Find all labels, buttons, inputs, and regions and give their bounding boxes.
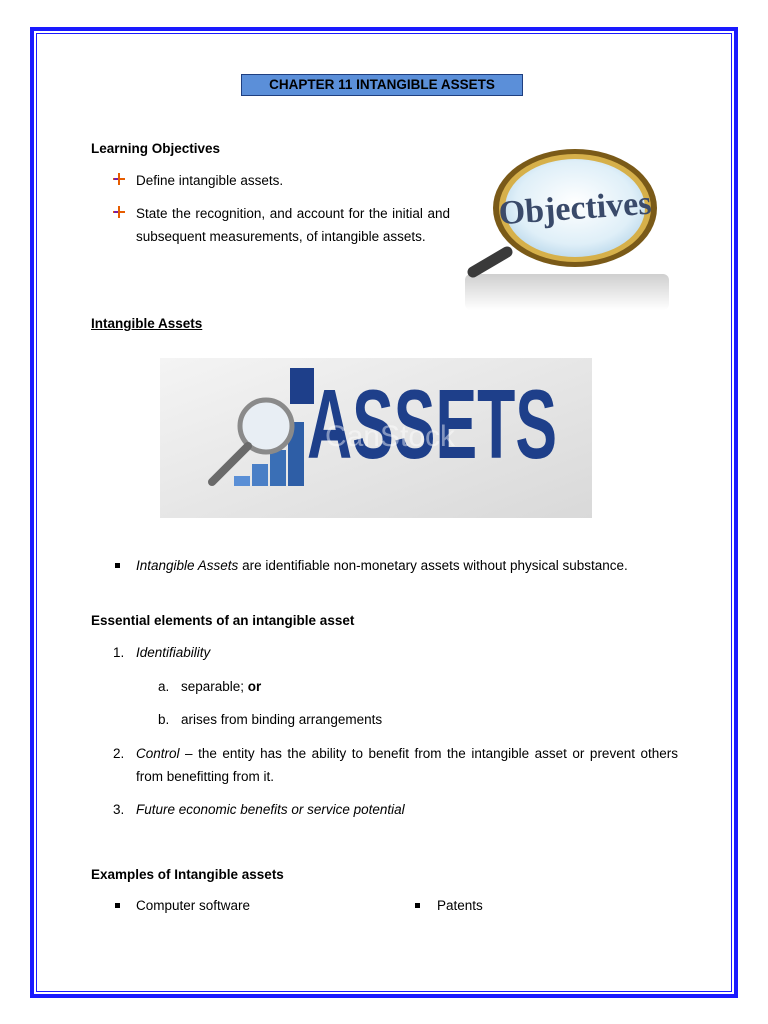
- list-letter: b.: [158, 712, 170, 727]
- arrow-bullet-icon: [112, 172, 126, 186]
- examples-heading: Examples of Intangible assets: [91, 867, 284, 882]
- learning-objectives-heading: Learning Objectives: [91, 141, 221, 156]
- element-identifiability: Identifiability: [136, 645, 211, 660]
- list-number: 3.: [113, 802, 125, 817]
- element-control: [136, 742, 678, 788]
- sub-item-separable: separable; or: [181, 679, 262, 694]
- watermark-text: CanStock: [324, 420, 456, 453]
- list-number: 1.: [113, 645, 125, 660]
- bold-or: or: [247, 679, 262, 694]
- element-future-benefits: Future economic benefits or service potential: [136, 802, 405, 817]
- control-term: Control: [136, 746, 180, 761]
- sub-item-binding: arises from binding arrangements: [181, 712, 383, 727]
- bullet: [115, 563, 120, 568]
- arrow-bullet-icon: [112, 205, 126, 219]
- bullet: [115, 903, 120, 908]
- objectives-image-text: Objectives: [497, 184, 653, 233]
- intangible-assets-heading: Intangible Assets: [91, 316, 203, 331]
- example-item-software: Computer software: [136, 898, 251, 913]
- assets-image-text: ASSETS: [307, 369, 557, 479]
- example-item-patents: Patents: [437, 898, 483, 913]
- objectives-magnifier-image: [463, 144, 671, 312]
- definition-term: Intangible Assets: [136, 558, 239, 573]
- list-letter: a.: [158, 679, 170, 694]
- definition-rest: are identifiable non-monetary assets without physical substance.: [238, 558, 628, 573]
- definition-paragraph: [136, 554, 678, 577]
- assets-image: [160, 358, 592, 518]
- objective-item-2: State the recognition, and account for the initial and subsequent measurements, of intangible assets.: [136, 206, 450, 244]
- objective-item-1: Define intangible assets.: [136, 173, 284, 188]
- chapter-title: CHAPTER 11 INTANGIBLE ASSETS: [241, 74, 523, 96]
- list-number: 2.: [113, 746, 125, 761]
- bullet: [415, 903, 420, 908]
- essential-elements-heading: Essential elements of an intangible asset: [91, 613, 355, 628]
- control-rest: – the entity has the ability to benefit from the intangible asset or prevent others from benefitting from it.: [136, 746, 678, 784]
